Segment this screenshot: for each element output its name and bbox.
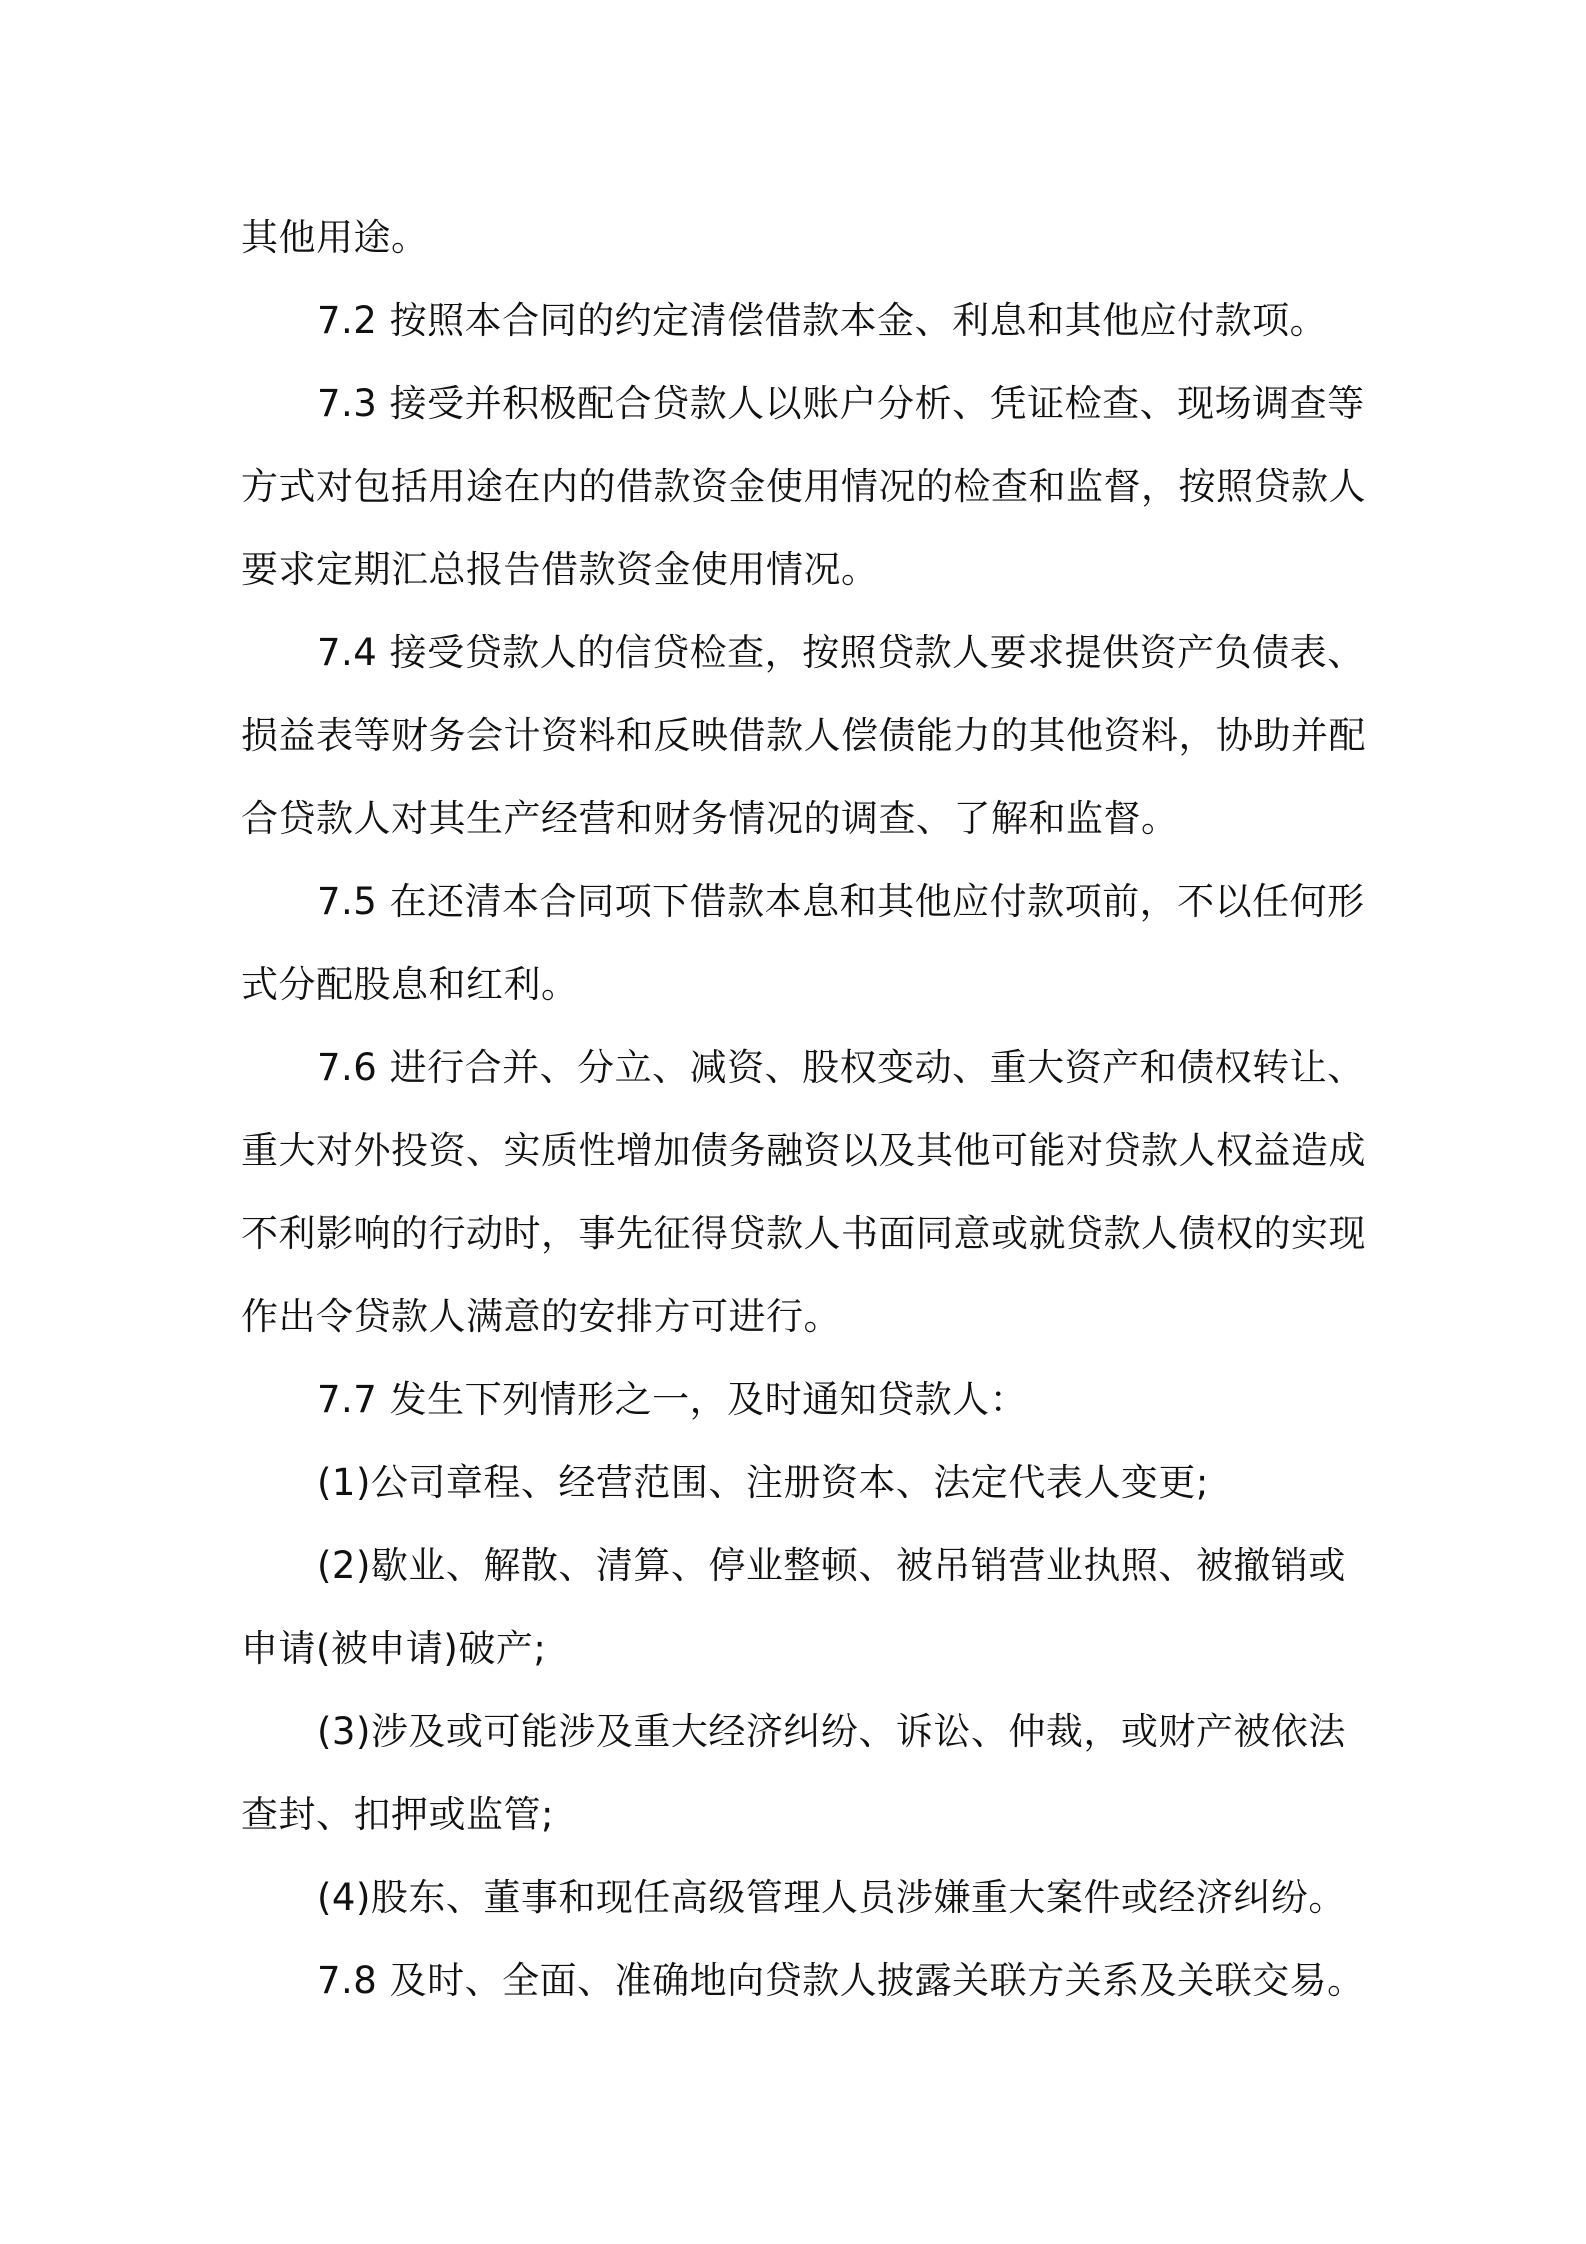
text-line: 申请(被申请)破产;: [241, 1627, 547, 1670]
list-item-4: (4)股东、董事和现任高级管理人员涉嫌重大案件或经济纠纷。: [317, 1876, 1346, 1919]
text-line: 作出令贷款人满意的安排方可进行。: [241, 1295, 841, 1338]
clause-7-5: 7.5 在还清本合同项下借款本息和其他应付款项前，不以任何形: [317, 880, 1365, 923]
text-line: 不利影响的行动时，事先征得贷款人书面同意或就贷款人债权的实现: [241, 1212, 1366, 1255]
text-line: 式分配股息和红利。: [241, 963, 579, 1006]
clause-7-8: 7.8 及时、全面、准确地向贷款人披露关联方关系及关联交易。: [317, 1959, 1365, 2002]
text-line: 重大对外投资、实质性增加债务融资以及其他可能对贷款人权益造成: [241, 1129, 1366, 1172]
clause-7-6: 7.6 进行合并、分立、减资、股权变动、重大资产和债权转让、: [317, 1046, 1365, 1089]
list-item-1: (1)公司章程、经营范围、注册资本、法定代表人变更;: [317, 1461, 1209, 1504]
clause-7-2: 7.2 按照本合同的约定清偿借款本金、利息和其他应付款项。: [317, 299, 1328, 342]
clause-7-3: 7.3 接受并积极配合贷款人以账户分析、凭证检查、现场调查等: [317, 382, 1365, 425]
text-line: 查封、扣押或监管;: [241, 1793, 554, 1836]
text-line: 其他用途。: [241, 216, 429, 259]
text-line: 损益表等财务会计资料和反映借款人偿债能力的其他资料，协助并配: [241, 714, 1366, 757]
text-line: 方式对包括用途在内的借款资金使用情况的检查和监督，按照贷款人: [241, 465, 1366, 508]
list-item-3: (3)涉及或可能涉及重大经济纠纷、诉讼、仲裁，或财产被依法: [317, 1710, 1346, 1753]
clause-7-7: 7.7 发生下列情形之一，及时通知贷款人：: [317, 1378, 1028, 1421]
text-line: 合贷款人对其生产经营和财务情况的调查、了解和监督。: [241, 797, 1179, 840]
text-line: 要求定期汇总报告借款资金使用情况。: [241, 548, 879, 591]
list-item-2: (2)歇业、解散、清算、停业整顿、被吊销营业执照、被撤销或: [317, 1544, 1346, 1587]
document-body: [241, 196, 1366, 2022]
clause-7-4: 7.4 接受贷款人的信贷检查，按照贷款人要求提供资产负债表、: [317, 631, 1365, 674]
